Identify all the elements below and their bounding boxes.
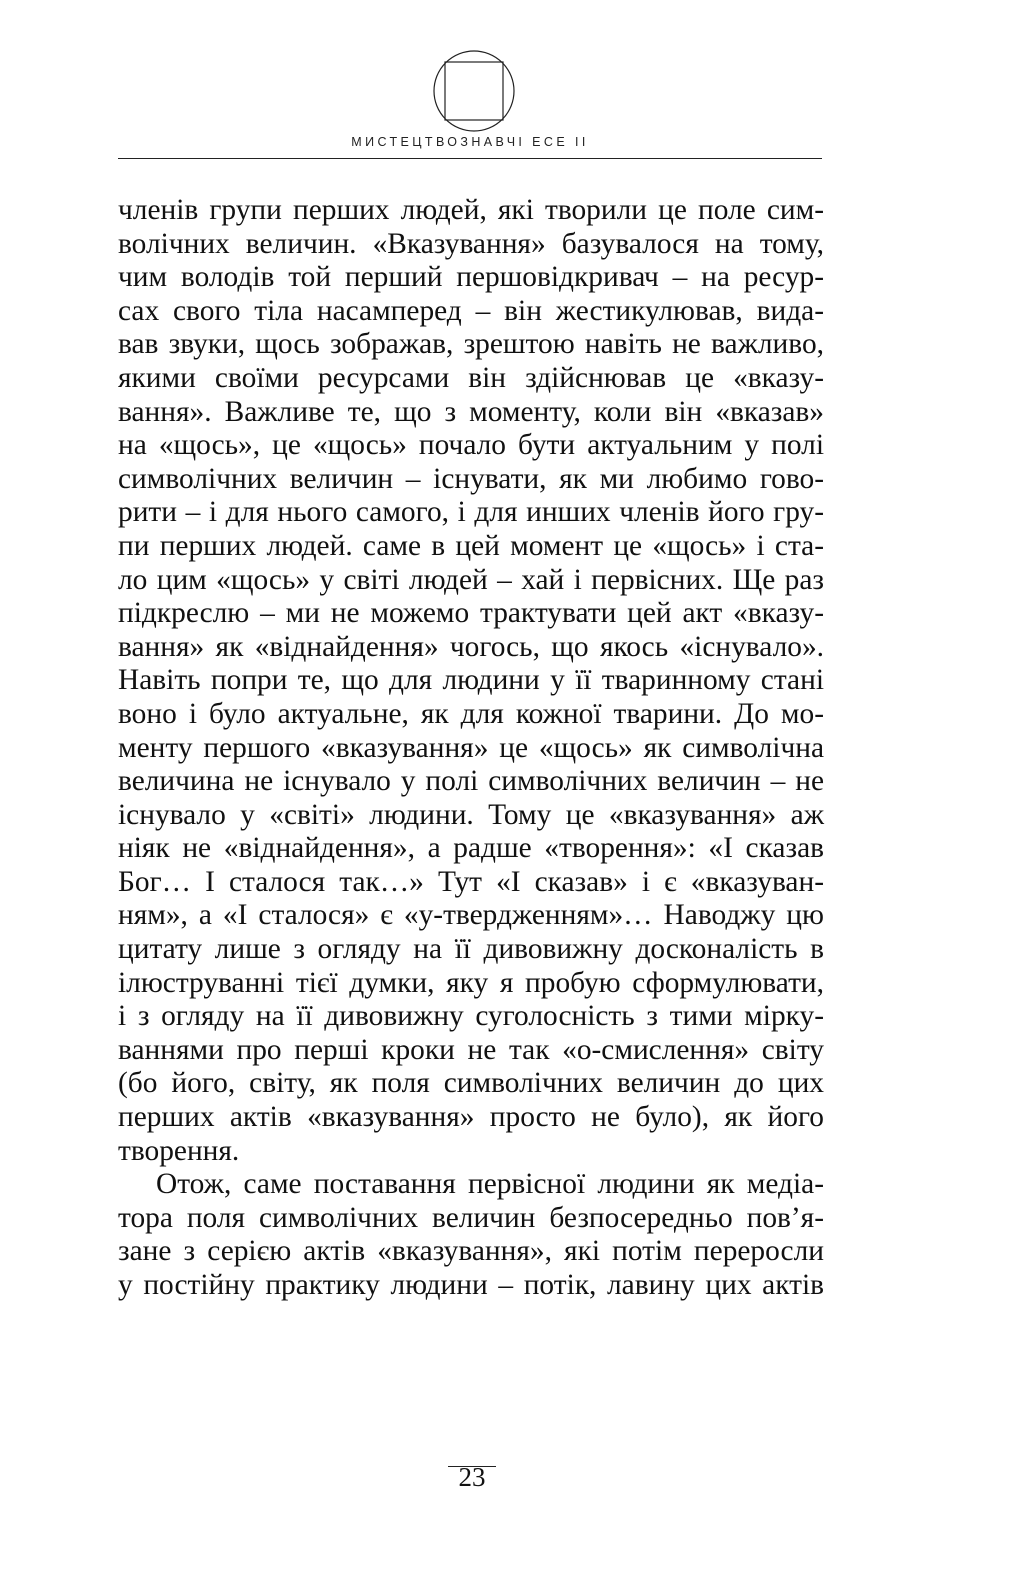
header-rule bbox=[118, 158, 822, 159]
text-line: ло цим «щось» у світі людей – хай і первісних. Ще раз bbox=[118, 563, 824, 596]
text-line: сах свого тіла насамперед – він жестикулював, вида- bbox=[118, 294, 824, 327]
text-line: воно і було актуальне, як для кожної тварини. До мо- bbox=[118, 697, 824, 730]
text-line: вання» як «віднайдення» чогось, що якось «існувало». bbox=[118, 630, 824, 663]
text-line: на «щось», це «щось» почало бути актуальним у полі bbox=[118, 429, 824, 462]
text-line: волічних величин. «Вказування» базувалося на тому, bbox=[118, 227, 824, 260]
text-line: (бо його, світу, як поля символічних величин до цих bbox=[118, 1067, 824, 1100]
text-line: пи перших людей. саме в цей момент це «щось» і ста- bbox=[118, 529, 824, 562]
text-line: величина не існувало у полі символічних величин – не bbox=[118, 765, 824, 798]
text-line: підкреслю – ми не можемо трактувати цей акт «вказу- bbox=[118, 597, 824, 630]
text-line: ням», а «І сталося» є «у-твердженням»… Наводжу цю bbox=[118, 899, 824, 932]
text-line: ваннями про перші кроки не так «о-смислення» світу bbox=[118, 1033, 824, 1066]
paragraph-end-line: творення. bbox=[118, 1134, 240, 1167]
running-head: МИСТЕЦТВОЗНАВЧІ ЕСЕ II bbox=[351, 135, 589, 149]
text-line: символічних величин – існувати, як ми любимо гово- bbox=[118, 462, 824, 495]
text-line: Навіть попри те, що для людини у її тваринному стані bbox=[118, 664, 824, 697]
text-line: ілюструванні тієї думки, яку я пробую сформулювати, bbox=[118, 966, 824, 999]
text-line: перших актів «вказування» просто не було), як його bbox=[118, 1101, 824, 1134]
paragraph-first-line: Отож, саме поставання первісної людини як медіа- bbox=[156, 1168, 824, 1201]
text-line: цитату лише з огляду на її дивовижну досконалість в bbox=[118, 933, 824, 966]
text-line: якими своїми ресурсами він здійснював це «вказу- bbox=[118, 361, 824, 394]
circle-square-emblem-icon bbox=[431, 48, 517, 134]
text-line: і з огляду на її дивовижну суголосність з тими мірку- bbox=[118, 1000, 824, 1033]
text-line: членів групи перших людей, які творили це поле сим- bbox=[118, 194, 824, 226]
text-line: існувало у «світі» людини. Тому це «вказування» аж bbox=[118, 798, 824, 831]
text-line: вання». Важливе те, що з моменту, коли він «вказав» bbox=[118, 395, 824, 428]
text-line: менту першого «вказування» це «щось» як символічна bbox=[118, 731, 824, 764]
text-line: у постійну практику людини – потік, лавину цих актів bbox=[118, 1269, 824, 1301]
text-line: Бог… І сталося так…» Тут «І сказав» і є «вказуван- bbox=[118, 865, 824, 898]
text-line: зане з серією актів «вказування», які потім переросли bbox=[118, 1235, 824, 1268]
text-line: вав звуки, щось зображав, зрештою навіть не важливо, bbox=[118, 328, 824, 361]
text-line: тора поля символічних величин безпосередньо пов’я- bbox=[118, 1201, 824, 1234]
text-line: чим володів той перший першовідкривач – на ресур- bbox=[118, 261, 824, 294]
page-number: 23 bbox=[458, 1462, 486, 1492]
text-line: ніяк не «віднайдення», а радше «творення»: «І сказав bbox=[118, 832, 824, 865]
body-text bbox=[118, 194, 824, 1303]
text-line: рити – і для нього самого, і для инших членів його гру- bbox=[118, 496, 824, 529]
